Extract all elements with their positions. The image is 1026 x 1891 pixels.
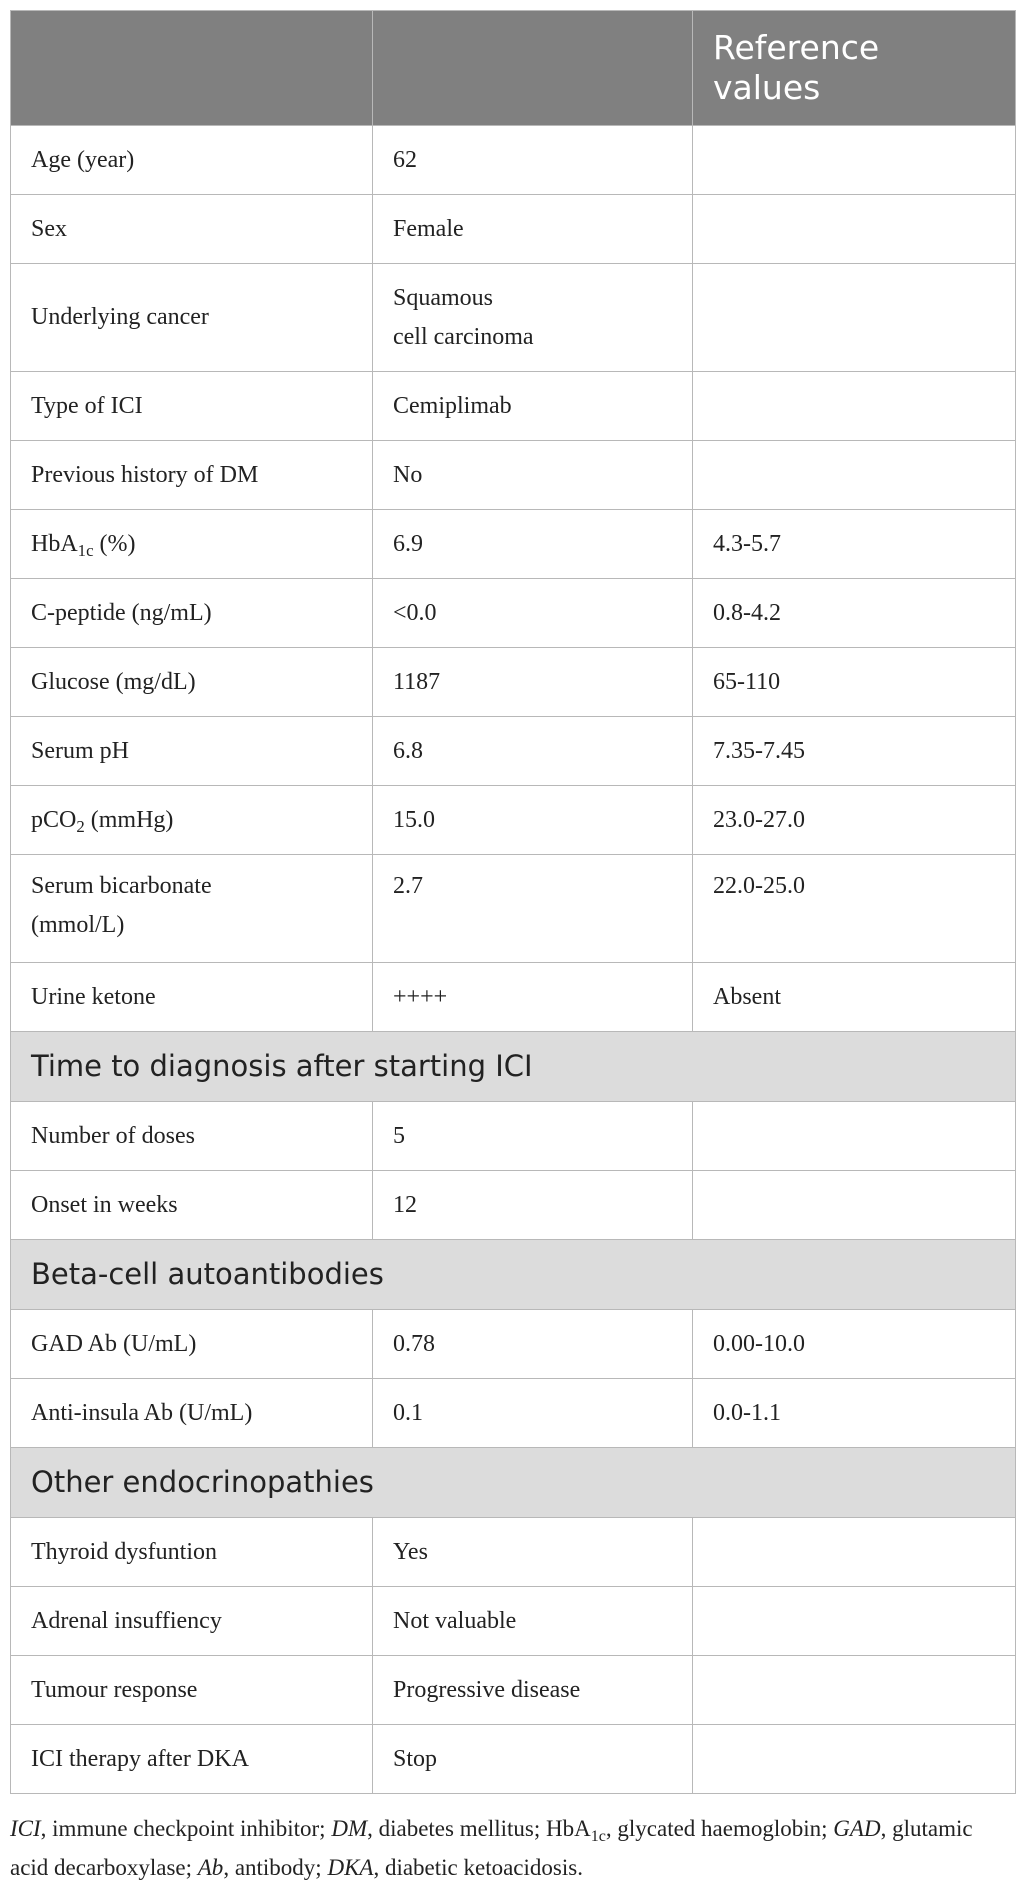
footnote-def: , diabetes mellitus;: [367, 1816, 546, 1841]
row-value: 5: [373, 1102, 693, 1171]
row-reference: [693, 264, 1016, 372]
row-label: Glucose (mg/dL): [11, 648, 373, 717]
patient-characteristics-table: [10, 10, 1016, 1794]
label-tail: (mmHg): [84, 806, 174, 833]
footnote-def: , antibody;: [223, 1855, 328, 1880]
row-reference: [693, 372, 1016, 441]
row-label: GAD Ab (U/mL): [11, 1310, 373, 1379]
row-label: Underlying cancer: [11, 264, 373, 372]
row-reference: 23.0-27.0: [693, 786, 1016, 855]
header-col2: [373, 11, 693, 126]
table-footnote: [10, 1809, 1015, 1887]
row-value: 2.7: [373, 855, 693, 963]
row-value: Stop: [373, 1725, 693, 1794]
table-row: [11, 372, 1016, 441]
row-reference: 0.00-10.0: [693, 1310, 1016, 1379]
row-value: 15.0: [373, 786, 693, 855]
row-label: Onset in weeks: [11, 1171, 373, 1240]
section-beta-cell-autoantibodies: Beta-cell autoantibodies: [11, 1240, 1016, 1310]
section-header-row: [11, 1448, 1016, 1518]
row-reference: 7.35-7.45: [693, 717, 1016, 786]
row-reference: [693, 1725, 1016, 1794]
label-subscript: 1c: [77, 540, 94, 560]
table-row: [11, 855, 1016, 963]
row-label: Thyroid dysfuntion: [11, 1518, 373, 1587]
row-label: Serum pH: [11, 717, 373, 786]
row-label: Urine ketone: [11, 963, 373, 1032]
footnote-def: , diabetic ketoacidosis.: [373, 1855, 583, 1880]
row-label: C-peptide (ng/mL): [11, 579, 373, 648]
table-row: [11, 1725, 1016, 1794]
row-value: Female: [373, 195, 693, 264]
row-value: 6.8: [373, 717, 693, 786]
table-row: [11, 717, 1016, 786]
row-label: Anti-insula Ab (U/mL): [11, 1379, 373, 1448]
table-row: [11, 510, 1016, 579]
row-label: Age (year): [11, 126, 373, 195]
section-header-row: [11, 1032, 1016, 1102]
row-reference: [693, 1587, 1016, 1656]
row-label: Type of ICI: [11, 372, 373, 441]
row-value: 62: [373, 126, 693, 195]
table-row: [11, 648, 1016, 717]
table-row: [11, 195, 1016, 264]
row-value: 1187: [373, 648, 693, 717]
row-value: 12: [373, 1171, 693, 1240]
table-row: [11, 1656, 1016, 1725]
row-reference: [693, 1102, 1016, 1171]
row-reference: 22.0-25.0: [693, 855, 1016, 963]
label-subscript: 2: [76, 816, 85, 836]
row-value: Cemiplimab: [373, 372, 693, 441]
footnote-abbr: HbA: [545, 1816, 591, 1841]
row-value: Yes: [373, 1518, 693, 1587]
section-other-endocrinopathies: Other endocrinopathies: [11, 1448, 1016, 1518]
table-container: [10, 10, 1015, 1794]
table-row: [11, 126, 1016, 195]
table-row: [11, 963, 1016, 1032]
row-value: <0.0: [373, 579, 693, 648]
row-reference: [693, 441, 1016, 510]
row-reference: 0.0-1.1: [693, 1379, 1016, 1448]
footnote-def: , glycated haemoglobin;: [605, 1816, 834, 1841]
footnote-abbr: GAD: [833, 1816, 881, 1841]
row-label: [11, 510, 373, 579]
row-value: 0.78: [373, 1310, 693, 1379]
row-reference: [693, 1518, 1016, 1587]
row-label: [11, 786, 373, 855]
row-value: Progressive disease: [373, 1656, 693, 1725]
row-reference: Absent: [693, 963, 1016, 1032]
row-value: ++++: [373, 963, 693, 1032]
table-row: [11, 1171, 1016, 1240]
header-reference-values: Reference values: [693, 11, 1016, 126]
row-reference: [693, 195, 1016, 264]
footnote-def: , immune checkpoint inhibitor;: [40, 1816, 332, 1841]
row-label: Adrenal insuffiency: [11, 1587, 373, 1656]
table-row: [11, 786, 1016, 855]
row-reference: 65-110: [693, 648, 1016, 717]
table-row: [11, 441, 1016, 510]
table-row: [11, 1310, 1016, 1379]
table-row: [11, 1102, 1016, 1171]
row-value: 0.1: [373, 1379, 693, 1448]
row-value: 6.9: [373, 510, 693, 579]
footnote-subscript: 1c: [590, 1827, 606, 1845]
row-label: ICI therapy after DKA: [11, 1725, 373, 1794]
row-value: Not valuable: [373, 1587, 693, 1656]
label-tail: (%): [93, 530, 136, 557]
row-label: Serum bicarbonate (mmol/L): [11, 855, 373, 963]
row-value: No: [373, 441, 693, 510]
row-reference: [693, 1656, 1016, 1725]
row-label: Previous history of DM: [11, 441, 373, 510]
footnote-abbr: ICI: [10, 1816, 41, 1841]
row-value: Squamous cell carcinoma: [373, 264, 693, 372]
row-label: Tumour response: [11, 1656, 373, 1725]
row-reference: 0.8-4.2: [693, 579, 1016, 648]
label-base: HbA: [31, 530, 78, 557]
row-reference: 4.3-5.7: [693, 510, 1016, 579]
footnote-abbr: Ab: [197, 1855, 224, 1880]
row-label: Sex: [11, 195, 373, 264]
table-header-row: [11, 11, 1016, 126]
row-label: Number of doses: [11, 1102, 373, 1171]
table-row: [11, 1379, 1016, 1448]
header-col1: [11, 11, 373, 126]
table-row: [11, 1518, 1016, 1587]
table-row: [11, 579, 1016, 648]
label-base: pCO: [31, 806, 77, 833]
footnote-def: , glutamic acid decarboxylase;: [10, 1816, 973, 1880]
footnote-abbr: DKA: [327, 1855, 374, 1880]
table-row: [11, 1587, 1016, 1656]
footnote-abbr: DM: [331, 1816, 368, 1841]
table-row: [11, 264, 1016, 372]
row-reference: [693, 126, 1016, 195]
row-reference: [693, 1171, 1016, 1240]
section-time-to-diagnosis: Time to diagnosis after starting ICI: [11, 1032, 1016, 1102]
section-header-row: [11, 1240, 1016, 1310]
